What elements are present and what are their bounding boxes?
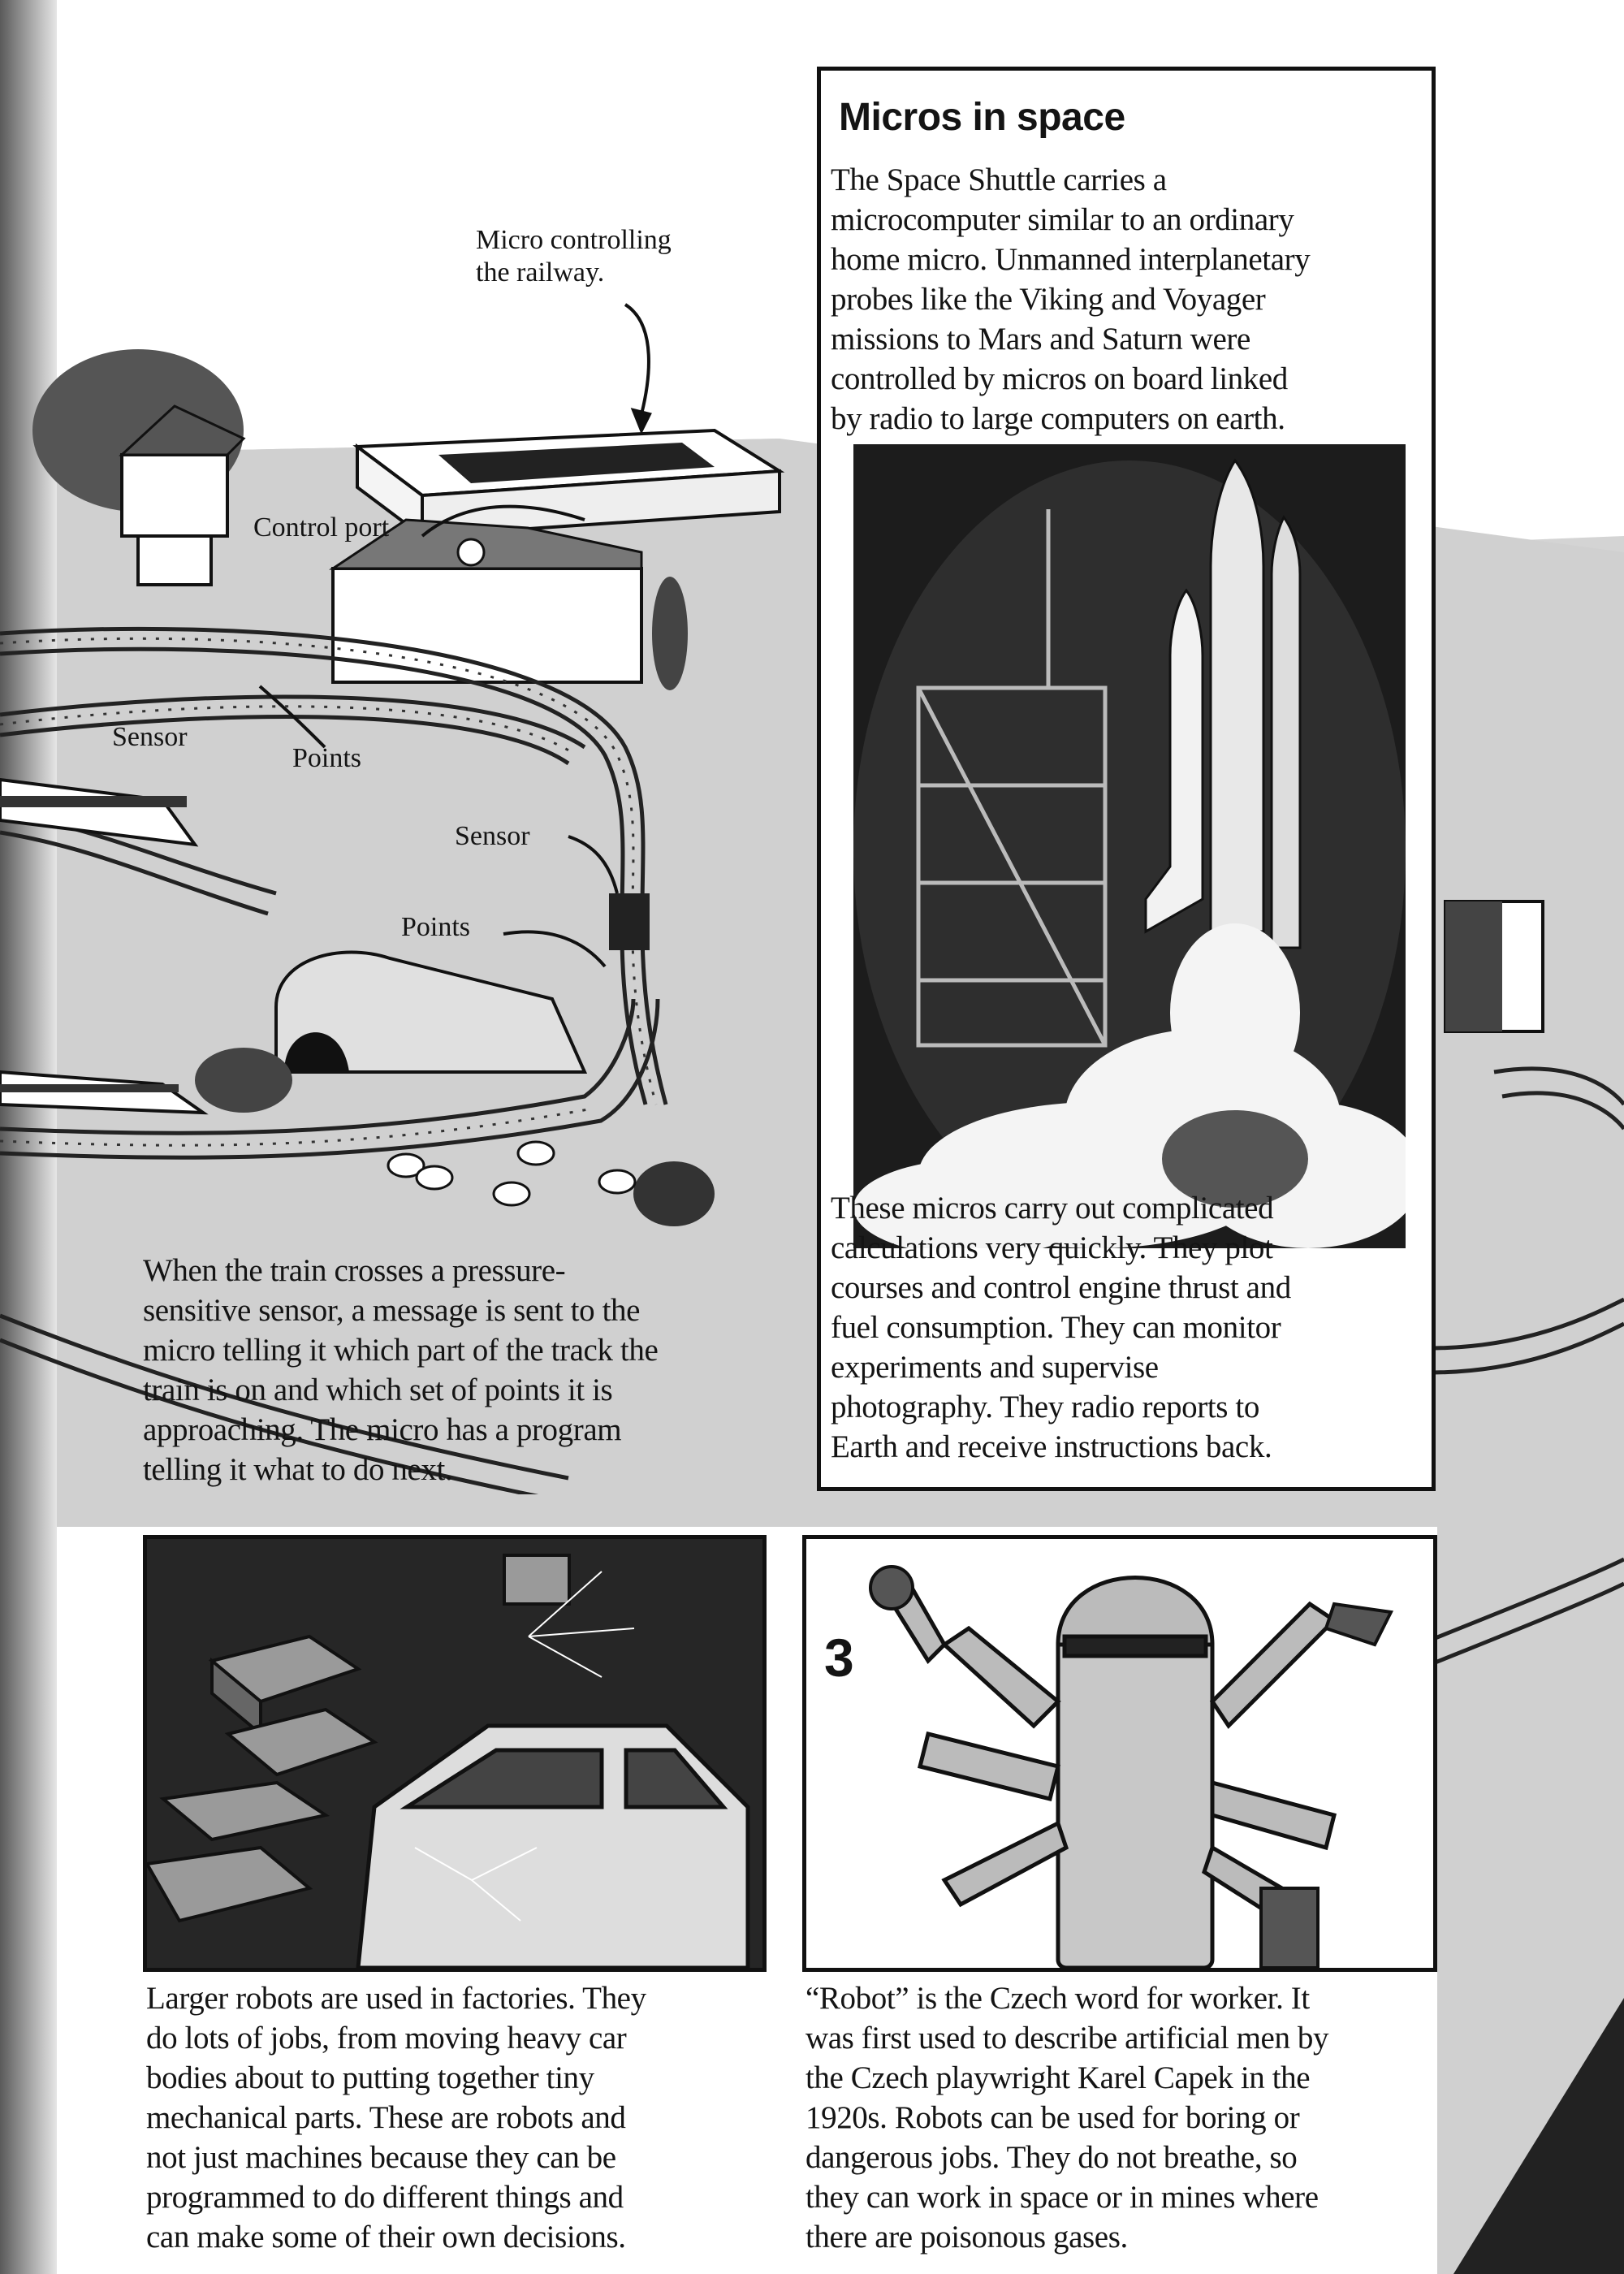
panel-number: 3 (824, 1628, 854, 1688)
label-sensor-right: Sensor (455, 821, 530, 851)
station-building (333, 520, 641, 682)
space-intro-text: The Space Shuttle carries a microcomputer similar to an ordinary home micro. Unmanned interplanetary probes like the Viking and Voyager missions to Mars and Saturn were controlled by micros on board linked by radio to large computers on earth. (831, 162, 1311, 436)
sensor-block (609, 893, 650, 950)
factory-robots-illustration (147, 1539, 762, 1968)
label-micro-controlling: Micro controlling the railway. (476, 225, 672, 287)
railway-right-continuation (1429, 893, 1624, 1706)
space-body-text: These micros carry out complicated calculations very quickly. They plot courses and control engine thrust and fuel consumption. They can monitor experiments and supervise photography. They radio reports to Earth and receive instructions back. (831, 1191, 1291, 1464)
panel-title: Micros in space (839, 96, 1125, 139)
robot-word-panel (802, 1535, 1437, 1972)
label-points-left: Points (292, 743, 362, 773)
robot-word-caption: “Robot” is the Czech word for worker. It was first used to describe artificial men by the Czech playwright Karel Capek in the 1920s. Robots can be used for boring or dangerous jobs. They do not breathe, so they can work in space or in mines where there are poisonous gases. (806, 1981, 1329, 2255)
space-shuttle-launch-illustration (853, 444, 1406, 1248)
multi-armed-robot-illustration (806, 1539, 1433, 1968)
tunnel (276, 953, 585, 1073)
sheep (388, 1142, 635, 1205)
bush-right (633, 1161, 715, 1226)
micros-in-space-panel (817, 67, 1436, 1491)
label-points-right: Points (401, 912, 471, 942)
bush-left (195, 1048, 292, 1113)
train-lower (0, 1072, 203, 1113)
poplar-tree (652, 577, 688, 690)
railway-caption: When the train crosses a pressure- sensitive sensor, a message is sent to the micro telling it which part of the track the train is on and which set of points it is approaching. The micro has a program telling it what to do next. (143, 1253, 659, 1487)
label-sensor-left: Sensor (112, 722, 188, 752)
factory-robots-caption: Larger robots are used in factories. They do lots of jobs, from moving heavy car bodies about to putting together tiny mechanical parts. These are robots and not just machines because they can be programmed to do different things and can make some of their own decisions. (146, 1981, 646, 2255)
factory-robots-panel (143, 1535, 767, 1972)
label-control-port: Control port (253, 512, 390, 543)
